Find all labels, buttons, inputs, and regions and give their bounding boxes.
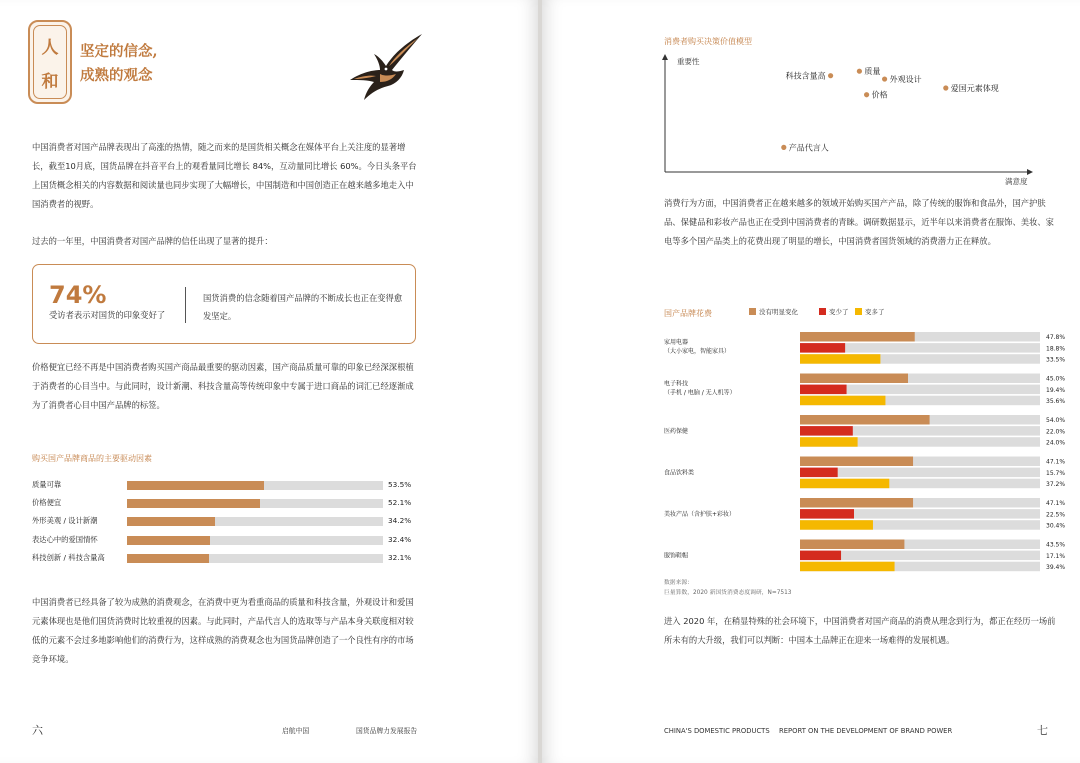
factor-bar-track bbox=[127, 499, 383, 508]
factor-label: 外形美观 / 设计新潮 bbox=[32, 516, 98, 526]
category-label: 美妆产品（含护肤+彩妆） bbox=[664, 511, 736, 518]
scatter-point-label: 爱国元素体现 bbox=[950, 84, 999, 93]
stat-divider bbox=[185, 287, 186, 323]
legend-swatch-less bbox=[819, 308, 826, 315]
factor-label: 价格便宜 bbox=[32, 498, 62, 508]
bar-value-label: 30.4% bbox=[1046, 522, 1066, 530]
factor-bar bbox=[127, 499, 260, 508]
legend-item-less bbox=[819, 307, 849, 316]
bar-less bbox=[800, 385, 847, 395]
price-paragraph: 价格便宜已经不再是中国消费者购买国产商品最重要的驱动因素，国产商品质量可靠的印象已经深深根植于消费者的心目当中。与此同时，设计新潮、科技含量高等传统印象中专属于进口商品的词汇已经逐渐成为了消费者心目中国产品牌的标签。 bbox=[32, 362, 414, 410]
bar-less bbox=[800, 551, 841, 561]
bar-more bbox=[800, 354, 880, 364]
y-axis-label: 重要性 bbox=[677, 57, 700, 66]
factor-bar bbox=[127, 536, 210, 545]
bar-value-label: 22.5% bbox=[1046, 511, 1066, 519]
page-number-left: 六 bbox=[32, 724, 43, 737]
bar-value-label: 39.4% bbox=[1046, 563, 1066, 571]
category-sublabel: （手机 / 电脑 / 无人机等） bbox=[664, 389, 736, 397]
footer-report-name: 国货品牌力发展报告 bbox=[356, 727, 418, 735]
footer-series-name: 启航中国 bbox=[282, 727, 310, 735]
legend-swatch-more bbox=[855, 308, 862, 315]
factor-bar bbox=[127, 517, 215, 526]
brand-spend-chart bbox=[658, 326, 1066, 576]
right-page bbox=[542, 0, 1080, 763]
factor-row bbox=[32, 515, 422, 527]
left-page bbox=[0, 0, 538, 763]
swallow-illustration-icon bbox=[344, 30, 426, 104]
trust-lead-paragraph: 过去的一年里，中国消费者对国产品牌的信任出现了显著的提升： bbox=[32, 236, 273, 246]
scatter-point bbox=[781, 145, 786, 150]
bar-more bbox=[800, 562, 895, 572]
stat-number: 74% bbox=[49, 281, 107, 309]
factor-bar-track bbox=[127, 481, 383, 490]
factor-value: 34.2% bbox=[388, 516, 412, 526]
bar-value-label: 47.8% bbox=[1046, 334, 1066, 342]
category-label: 服饰鞋帽 bbox=[664, 552, 689, 560]
page-number-right: 七 bbox=[1037, 724, 1048, 737]
bar-no-change bbox=[800, 374, 908, 384]
category-label: 家用电器 bbox=[664, 339, 689, 346]
scatter-point-label: 产品代言人 bbox=[788, 143, 829, 153]
legend-swatch-no-change bbox=[749, 308, 756, 315]
footer-english-report: REPORT ON THE DEVELOPMENT OF BRAND POWER bbox=[779, 727, 953, 735]
bar-value-label: 18.8% bbox=[1046, 345, 1066, 353]
headline-line-2: 成熟的观念 bbox=[80, 67, 153, 84]
bar-value-label: 37.2% bbox=[1046, 480, 1066, 488]
bar-more bbox=[800, 520, 873, 530]
bar-value-label: 35.6% bbox=[1046, 397, 1066, 405]
scatter-point bbox=[857, 69, 862, 74]
factor-value: 53.5% bbox=[388, 480, 412, 489]
factor-label: 质量可靠 bbox=[32, 480, 62, 489]
factor-value: 32.1% bbox=[388, 552, 412, 562]
scatter-point-label: 外观设计 bbox=[889, 75, 922, 85]
scatter-point bbox=[882, 76, 887, 81]
value-model-scatter-chart bbox=[657, 50, 1037, 190]
scatter-point-label: 质量 bbox=[864, 67, 881, 77]
bar-no-change bbox=[800, 498, 913, 508]
factor-bar-track bbox=[127, 517, 383, 526]
stat-text: 国货消费的信念随着国产品牌的不断成长也正在变得愈发坚定。 bbox=[203, 293, 403, 321]
bar-no-change bbox=[800, 457, 913, 467]
data-source-note bbox=[664, 578, 792, 598]
bar-less bbox=[800, 426, 853, 436]
source-line-2: 巨量算数，2020 新国货消费态度调研，N=7513 bbox=[664, 590, 792, 596]
source-line-1: 数据来源： bbox=[664, 580, 693, 586]
legend-label-less: 变少了 bbox=[829, 308, 849, 316]
category-label: 食品饮料类 bbox=[664, 469, 695, 477]
category-sublabel: （大小家电，智能家具） bbox=[664, 348, 731, 355]
behavior-paragraph: 消费行为方面，中国消费者正在越来越多的领域开始购买国产产品，除了传统的服饰和食品外，国产护肤品、保健品和彩妆产品也正在受到中国消费者的青睐。调研数据显示，近半年以来消费者在服饰、美妆、家电等多个国产品类上的花费出现了明显的增长，中国消费者国货领域的消费潜力正在释放。 bbox=[664, 198, 1054, 246]
chapter-badge bbox=[28, 20, 72, 104]
brand-spend-chart-title: 国产品牌花费 bbox=[664, 309, 712, 318]
headline-line-1: 坚定的信念, bbox=[80, 43, 158, 60]
category-label: 医药保健 bbox=[664, 428, 689, 435]
bar-no-change bbox=[800, 540, 904, 550]
legend-item-no-change bbox=[749, 307, 798, 316]
factor-row bbox=[32, 497, 422, 509]
factor-bar bbox=[127, 481, 264, 490]
bar-value-label: 24.0% bbox=[1046, 439, 1066, 447]
y-axis-arrow-icon bbox=[662, 54, 668, 60]
bar-value-label: 45.0% bbox=[1046, 375, 1066, 383]
x-axis-arrow-icon bbox=[1027, 169, 1033, 175]
bar-less bbox=[800, 509, 854, 518]
bar-value-label: 47.1% bbox=[1046, 458, 1066, 466]
factor-label: 表达心中的爱国情怀 bbox=[32, 534, 98, 544]
scatter-point-label: 价格 bbox=[871, 90, 888, 100]
scatter-point bbox=[943, 85, 948, 90]
outlook-paragraph: 进入 2020 年，在稍显特殊的社会环境下，中国消费者对国产商品的消费从理念到行为，都正在经历一场前所未有的大升级，我们可以判断：中国本土品牌正在迎来一场难得的发展机遇。 bbox=[664, 616, 1056, 645]
factors-chart-title: 购买国产品牌商品的主要驱动因素 bbox=[32, 454, 152, 463]
factor-bar bbox=[127, 554, 209, 563]
badge-char-top: 人 bbox=[41, 38, 59, 58]
stat-label: 受访者表示对国货的印象变好了 bbox=[49, 310, 166, 320]
model-chart-title: 消费者购买决策价值模型 bbox=[664, 37, 752, 46]
bar-less bbox=[800, 468, 838, 478]
factor-bar-track bbox=[127, 554, 383, 563]
bar-no-change bbox=[800, 415, 930, 425]
legend-label-more: 变多了 bbox=[865, 308, 885, 316]
scatter-point bbox=[864, 92, 869, 97]
category-label: 电子科技 bbox=[664, 380, 689, 388]
x-axis-label: 满意度 bbox=[1005, 177, 1028, 186]
legend-label-no-change: 没有明显变化 bbox=[759, 308, 798, 316]
bar-value-label: 33.5% bbox=[1046, 356, 1066, 364]
bar-more bbox=[800, 479, 889, 489]
factor-row bbox=[32, 534, 422, 546]
factor-row bbox=[32, 552, 422, 564]
bar-more bbox=[800, 396, 885, 406]
bar-value-label: 22.0% bbox=[1046, 428, 1066, 436]
bar-no-change bbox=[800, 332, 915, 342]
mature-concept-paragraph: 中国消费者已经具备了较为成熟的消费观念，在消费中更为看重商品的质量和科技含量，外观设计和爱国元素体现也是他们国货消费时比较重视的因素。与此同时，产品代言人的选取等与产品本身关联度相对较低的元素不会过多地影响他们的消费行为，这样成熟的消费观念也为国货品牌创造了一个良性有序的市场竞争环境。 bbox=[32, 597, 414, 664]
bar-value-label: 17.1% bbox=[1046, 552, 1066, 560]
bar-less bbox=[800, 343, 845, 353]
factor-label: 科技创新 / 科技含量高 bbox=[32, 552, 105, 562]
scatter-point-label: 科技含量高 bbox=[785, 71, 826, 81]
badge-char-bottom: 和 bbox=[41, 72, 59, 92]
bar-value-label: 54.0% bbox=[1046, 417, 1066, 425]
bar-value-label: 15.7% bbox=[1046, 469, 1066, 477]
stat-callout bbox=[32, 264, 416, 344]
bar-value-label: 19.4% bbox=[1046, 386, 1066, 394]
page-headline bbox=[80, 40, 158, 88]
factor-value: 32.4% bbox=[388, 534, 412, 544]
factor-value: 52.1% bbox=[388, 498, 412, 508]
legend-item-more bbox=[855, 307, 885, 316]
intro-paragraph: 中国消费者对国产品牌表现出了高涨的热情，随之而来的是国货相关概念在媒体平台上关注度的显著增长，截至10月底，国货品牌在抖音平台上的观看量同比增长 84%，互动量同比增长 60%。今日头条平台上国货概念相关的内容数据和阅读量也同步实现了大幅增长，中国制造和中国创造正在越来越多地走入中国消费者的视野。 bbox=[32, 142, 417, 209]
footer-english-title: CHINA'S DOMESTIC PRODUCTS bbox=[664, 727, 770, 735]
bar-value-label: 43.5% bbox=[1046, 541, 1066, 549]
scatter-point bbox=[828, 73, 833, 78]
bar-value-label: 47.1% bbox=[1046, 500, 1066, 508]
factor-row bbox=[32, 479, 422, 491]
bar-more bbox=[800, 437, 858, 447]
factor-bar-track bbox=[127, 536, 383, 545]
